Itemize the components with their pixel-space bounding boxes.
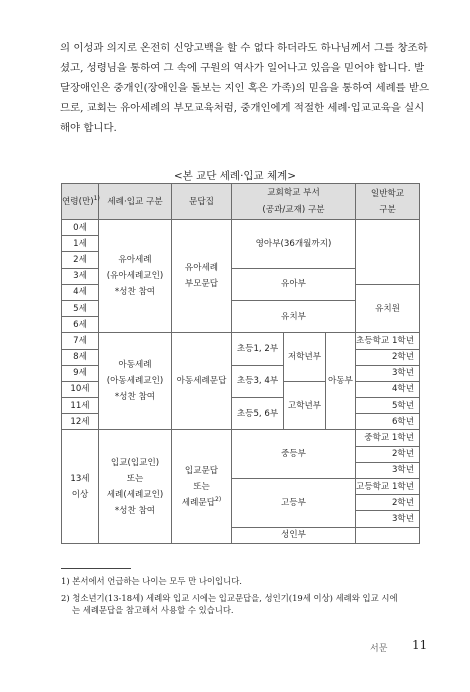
school-grade: 중학교 1학년 (356, 430, 420, 446)
body-line: 해야 합니다. (60, 122, 117, 134)
age-cell: 5세 (62, 300, 99, 316)
age-cell: 6세 (62, 317, 99, 333)
body-line: 달장애인은 중개인(장애인을 돌보는 지인 혹은 가족)의 믿음을 통하여 세례를 받으 (60, 82, 430, 94)
dept-grade-3-4: 초등3, 4부 (232, 365, 284, 397)
qa-child: 아동세례문답 (172, 333, 232, 430)
dept-grade-1-2: 초등1, 2부 (232, 333, 284, 365)
dept-children: 아동부 (326, 333, 356, 430)
table-caption: <본 교단 세례·입교 체계> (173, 170, 297, 182)
school-empty (356, 527, 420, 543)
age-teen: 13세 이상 (62, 430, 99, 543)
header-dept-sub: (공과/교재) 구분 (232, 202, 356, 220)
dept-toddler: 유아부 (232, 268, 356, 300)
body-line: 의 이성과 의지로 온전히 신앙고백을 할 수 없다 하더라도 하나님께서 그를 창조하 (60, 42, 428, 54)
age-cell: 3세 (62, 268, 99, 284)
type-infant: 유아세례 (유아세례교인) *성찬 참여 (99, 220, 172, 333)
school-empty (356, 220, 420, 285)
age-cell: 9세 (62, 365, 99, 381)
dept-grade-5-6: 초등5, 6부 (232, 398, 284, 430)
age-cell: 10세 (62, 381, 99, 397)
dept-lower: 저학년부 (284, 333, 326, 382)
age-cell: 11세 (62, 398, 99, 414)
running-footer-section: 서문 (370, 644, 388, 654)
header-school: 일반학교 구분 (356, 184, 420, 220)
dept-middle: 중등부 (232, 430, 356, 479)
age-cell: 2세 (62, 252, 99, 268)
school-grade: 6학년 (356, 414, 420, 430)
school-grade: 3학년 (356, 365, 420, 381)
school-grade: 3학년 (356, 511, 420, 527)
qa-confirm: 입교문답 또는 세례문답$^{2)}$ (172, 430, 232, 543)
school-grade: 3학년 (356, 462, 420, 478)
qa-infant: 유아세례 부모문답 (172, 220, 232, 333)
body-line: 셨고, 성령님을 통하여 그 속에 구원의 역사가 일어나고 있음을 믿어야 합니다. 발 (60, 62, 425, 74)
age-cell: 1세 (62, 236, 99, 252)
school-grade: 고등학교 1학년 (356, 479, 420, 495)
age-cell: 0세 (62, 220, 99, 236)
school-kindergarten: 유치원 (356, 284, 420, 333)
footnote-1: 1) 본서에서 언급하는 나이는 모두 만 나이입니다. (61, 576, 242, 586)
type-confirm: 입교(입교인) 또는 세례(세례교인) *성찬 참여 (99, 430, 172, 543)
school-grade: 초등학교 1학년 (356, 333, 420, 349)
school-grade: 2학년 (356, 349, 420, 365)
footnote-divider (61, 568, 131, 569)
dept-upper: 고학년부 (284, 381, 326, 430)
age-cell: 8세 (62, 349, 99, 365)
school-grade: 2학년 (356, 446, 420, 462)
school-grade: 4학년 (356, 381, 420, 397)
school-grade: 2학년 (356, 495, 420, 511)
header-type: 세례·입교 구분 (99, 184, 172, 220)
age-cell: 7세 (62, 333, 99, 349)
dept-kinder: 유치부 (232, 300, 356, 332)
footnote-2-cont: 는 세례문답을 참고해서 사용할 수 있습니다. (72, 605, 234, 615)
dept-adult: 성인부 (232, 527, 356, 543)
page-number: 11 (412, 638, 428, 652)
dept-high: 고등부 (232, 479, 356, 528)
type-child: 아동세례 (아동세례교인) *성찬 참여 (99, 333, 172, 430)
header-qa: 문답집 (172, 184, 232, 220)
body-line: 므로, 교회는 유아세례의 부모교육처럼, 중개인에게 적절한 세례·입교교육을 실시 (60, 102, 425, 114)
footnote-2: 2) 청소년기(13-18세) 세례와 입교 시에는 입교문답을, 성인기(19세 이상) 세례와 입교 시에 (61, 593, 398, 603)
header-age: 연령(만)$^{1)}$ (62, 184, 99, 220)
dept-infant-nursery: 영아부(36개월까지) (232, 220, 356, 269)
school-grade: 5학년 (356, 398, 420, 414)
baptism-confirmation-table (61, 183, 420, 544)
body-paragraph (60, 38, 430, 138)
age-cell: 4세 (62, 284, 99, 300)
age-cell: 12세 (62, 414, 99, 430)
header-dept: 교회학교 부서 (232, 184, 356, 202)
